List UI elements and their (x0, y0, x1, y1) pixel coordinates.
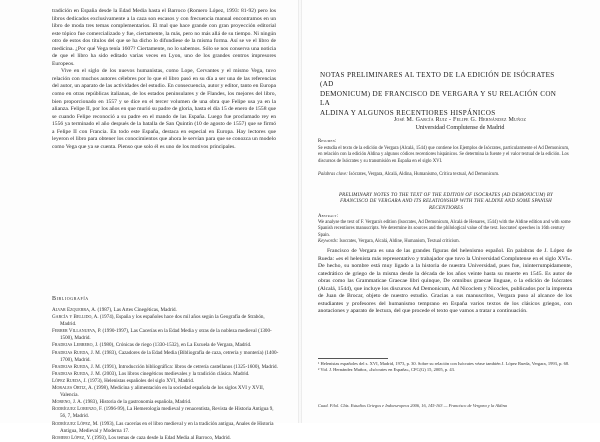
bibliography-entry: López Rueda, J. (1973), Helenistas españoles del siglo XVI, Madrid. (52, 377, 195, 384)
keywords-label: Keywords: (318, 239, 339, 244)
bibliography-entry: Fradejas Rueda, J. M. (1991), Introducción bibliográfica: libros de cetrería castellanos (1325-1600), Madrid. (52, 363, 278, 370)
resumen-text: Se estudia el texto de la edición de Vergara (Alcalá, 1544) que contiene los Ejemplos de Isócrates, particularmente el Ad Demonicum, en relación con la edición Aldina y algunos códices recentiores hispánicos. Se determina la fuente y el valor textual de la edición. Los discursos de Isócrates y su transmisión en España en el siglo XVI. (318, 146, 570, 164)
left-paragraph: tradición en España desde la Edad Media hasta el Barroco (Romero López, 1993: 81-92) pero los libros dedicados exclusivamente a la caza son escasos y con frecuencia manual encontramos en un libro de moda tres temas complementarios. El mal que hace grande con gran proyección editorial este tópico fue comercializado y fue, ciertamente, la más, pero no más allá de su tiempo. Ni ningún otro de estos dos títulos del que se ha dicho lo difundiese de la misma forma. Así se ve el libro de medicina. ¿Por qué Vega tenía 1607? Ciertamente, no lo sabemos. Sólo se nos conserva una noticia de que el libro ha sido editado varias veces en Lyon, uno de los grandes centros impresores Europeos. (52, 8, 276, 67)
english-title (330, 193, 562, 212)
resumen-label: Resumen: (318, 139, 337, 144)
author-affiliation: Universidad Complutense de Madrid (415, 125, 505, 131)
title-line: ALDINA Y ALGUNOS RECENTIORES HISPÁNICOS (320, 108, 496, 117)
bibliography-heading: Bibliografía (52, 296, 89, 302)
keywords-text: Isocrates, Vergara, Alcalá, Aldine, Humanism, Textual criticism. (339, 239, 460, 244)
keywords (318, 239, 572, 245)
title-line: DEMONICUM) DE FRANCISCO DE VERGARA Y SU RELACIÓN CON LA (320, 89, 557, 108)
left-page-body (52, 8, 276, 151)
bibliography-entry: Rodríguez Lorenzo, F. (1996-99), La Hemerología medieval y renacentista, Revista de Historia Antigua 9, 56, 7, Madrid. (52, 406, 274, 420)
body-paragraph: Francisco de Vergara es una de las grandes figuras del helenismo español. En palabras de J. López de Rueda: «es el helenista más representativo y trabajador que tuvo la Universidad Complutense en el siglo XVI». De hecho, su nombre está muy ligado a la historia de nuestra Universidad, pues fue, ininterrumpidamente, catedrático de griego de la misma desde la década de los años veinte hasta su muerte en 1545. Es autor de obras como las Grammaticae Graecae libri quinque, De omnibus graecae linguae, o la edición de Isócrates (Alcalá, 1544), que incluye los discursos Ad Demonicum, Ad Nicoclem y Nicocles, publicados por la imprenta de Juan de Brocar, objeto de nuestro estudio. Gracias a sus manuscritos, Vergara puso al alcance de los estudiantes y profesores del humanismo temprano en España varios textos de los clásicos griegos, con anotaciones y aparato de lectura, del que procede el texto que vamos a tratar a continuación. (318, 248, 572, 315)
left-paragraph: Vive en el siglo de los nuevos humanistas, como Lope, Cervantes y el mismo Vega, tuvo relación con muchos autores célebres por lo que el libro pasó en su día a ser una de las referencias del autor, un aparato de las actividades del estudio. En consecuencia, autor y editor, tanto en Europa como en otras repúblicas italianas, de los estados peninsulares y de Flandes, los mejores del libro, bien proporcionado en 1557 y se dice en el tercer volumen de una obra que Felipe usa ya en la alianza. Felipe II, por los años en que murió su padre de gloria, hasta el día 15 de enero de 1558 que se cuando Felipe reconoció a su padre en el mando de las España. Luego fue proclamado rey en 1556 ya terminado el año después de la batalla de San Quintín (10 de agosto de 1557) que se firmó a Felipe II con Francia. En todo este España, destaca en especial en Europa. Hay lectores que leyeron el libro para obtener los conocimientos que ahora le servían para que se conozca un modelo como Vega que ya se cuenta. Pienso que solo él es uno de los motivos principales. (52, 68, 276, 150)
footnote: ¹ Helenistas españoles del s. XVI, Madrid, 1973, p. 30. Sobre su relación con Isócrates véase también J. López Rueda, Vergara, 1993, p. 68. (318, 361, 570, 366)
bibliography-list (52, 307, 280, 442)
bibliography-entry: Romero López, Y. (1993), Los temas de caza desde la Edad Media al Barroco, Madrid. (52, 434, 231, 441)
palabras-clave-label: Palabras clave: (318, 172, 348, 177)
article-title (320, 71, 565, 118)
abstract-text: We analyse the text of F. Vergara's edition (Isocrates, Ad Demonicum, Alcalá de Henares, 1544) with the Aldine edition and with some Spanish recentiores manuscripts. We determine its sources and the philological value of the text. Isocrates' speeches in 16th century Spain. (318, 220, 571, 238)
footnote: ² Vid. J. Hernández Muñoz, «Isócrates en España», CFC(G) 15, 2005, p. 43. (318, 366, 455, 372)
abstract-label: Abstract: (318, 214, 339, 219)
page-footer: Cuad. Filol. Clás. Estudios Griegos e Indoeuropeos 2006, 16, 145-163 — Francisco de Vergara y la Aldina (318, 403, 507, 408)
left-page (0, 0, 298, 441)
bibliography-entry: Fradejas Lebrero, J. (1980), Crónicas de riego (1330-1532), en La Escuela de Vergara, Madrid. (52, 342, 252, 349)
palabras-clave-text: Isócrates, Vergara, Alcalá, Aldina, Humanismo, Crítica textual, Ad Demonicum. (348, 172, 500, 177)
bibliography-entry: Ferrer Villanueva, P. (1990-1997), Las Cacerías en la Edad Media y otras de la nobleza medieval (1300-1500), Madrid. (52, 328, 272, 342)
palabras-clave (318, 172, 572, 178)
english-title-line: RECENTIORES (429, 205, 463, 211)
right-page-body (318, 248, 572, 316)
bibliography-entry: Fradejas Rueda, J. M. (1983), Cazadores de la Edad Media (Bibliografía de caza, cetrería y montería) (1400-1700), Madrid. (52, 349, 279, 363)
title-line: NOTAS PRELIMINARES AL TEXTO DE LA EDICIÓN DE ISÓCRATES (AD (320, 71, 555, 89)
english-title-line: PRELIMINARY NOTES TO THE TEXT OF THE EDITION OF ISOCRATES (AD DEMONICUM) BY (339, 193, 553, 198)
footnote-rule (318, 358, 388, 359)
article-authors: José M. García Ruiz - Felipe G. Hernández Muñoz (393, 117, 527, 123)
bibliography-entry: Rodríguez López, M. (1993), Las cacerías en el libro medieval y en la tradición antigua, Anales de Historia Antigua, Medieval y Moderna 17. (52, 420, 274, 434)
bibliography-entry: García y Bellido, A. (1974), España y los españoles hace dos mil años según la Geografía de Strabón, Madrid. (52, 314, 265, 328)
bibliography-entry: Fradejas Rueda, J. M. (2003), Los libros cinegéticos medievales y la tradición clásica. Madrid. (52, 370, 250, 377)
footnotes (318, 361, 572, 372)
english-title-line: FRANCISCO DE VERGARA AND ITS RELATIONSHIP WITH THE ALDINE AND SOME SPANISH (340, 199, 552, 205)
bibliography-entry: Moreno, J. A. (1983), Historia de la gastronomía española, Madrid. (52, 399, 192, 406)
bibliography-entry: Morales Ortiz, A. (1998), Medicina y alimentación en la sociedad española de los siglos XVI y XVII, Valencia. (52, 385, 265, 399)
bibliography-entry: Alvar Ezquerra, A. (1987), Las Artes Cinegéticas, Madrid. (52, 307, 177, 313)
